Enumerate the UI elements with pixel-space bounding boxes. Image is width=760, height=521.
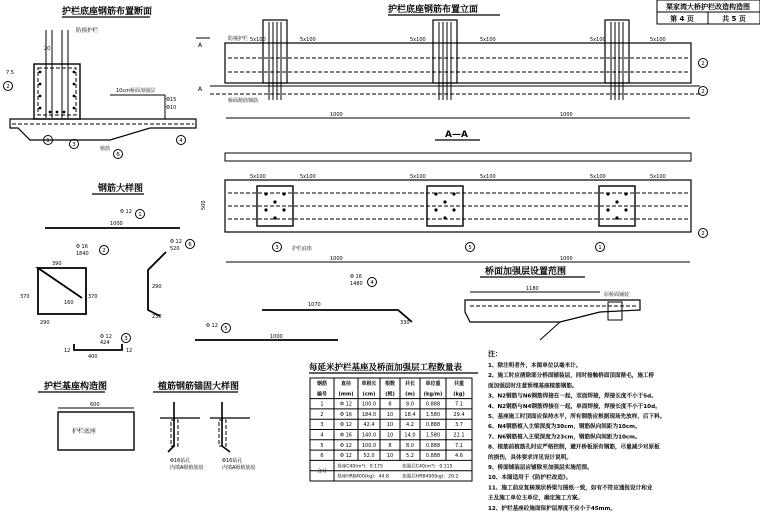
bar2-d1: 390 <box>52 261 62 267</box>
bar2-d4: 290 <box>40 320 50 326</box>
title-block <box>657 0 760 24</box>
bar2-spec: Φ 16 <box>76 244 88 250</box>
rebar-detail-title: 钢筋大样图 <box>98 184 144 194</box>
qt-cell: 7.1 <box>455 401 463 408</box>
qt-cell: Φ 16 <box>340 411 352 418</box>
elevation-view-title: 护栏底座钢筋布置立面 <box>388 5 479 15</box>
bar2-d3: 160 <box>64 300 74 306</box>
note-line-0: 1、除注明者外，本图单位以毫米计。 <box>488 363 582 369</box>
qt-cell: 0.888 <box>425 401 441 408</box>
elev-spacing-4: 5x100 <box>590 37 606 43</box>
deck-layer-label: 原桥面铺装 <box>604 292 630 298</box>
qt-total-0: 基座C40(m³)：0.175 <box>337 464 383 470</box>
deck-layer-title: 桥面加强层设置范围 <box>485 267 567 277</box>
qt-cell: 4.2 <box>406 422 414 429</box>
qt-cell: 3.7 <box>455 422 463 429</box>
qt-cell: 8 <box>388 401 392 408</box>
qt-cell: 6 <box>320 453 324 460</box>
qt-cell: Φ 12 <box>340 422 352 429</box>
barrier-base-view <box>38 380 134 450</box>
bar1-spec: Φ 12 <box>120 209 132 215</box>
note-line-11: 10、本图适用于《防护栏改造》。 <box>488 475 572 482</box>
anchor-detail-title: 植筋钢筋锚固大样图 <box>158 382 240 392</box>
bar2-d2: 370 <box>20 294 30 300</box>
notes-heading: 注： <box>488 350 502 358</box>
section-callout-1: 1 <box>46 138 50 144</box>
qt-cell: 5.2 <box>406 453 414 460</box>
bar6-id: 6 <box>188 242 192 248</box>
note-line-5: 5、基座施工时顶面应保持水平，所有钢筋应根据现场先放样，后下料。 <box>488 414 666 420</box>
plan-post-dot-2-0 <box>606 192 609 195</box>
qt-header2-6: (kg) <box>453 391 465 398</box>
qt-header1-5: 单位重 <box>425 381 441 387</box>
plan-post-dot-2-2 <box>615 200 618 203</box>
dim-top: 20 <box>44 46 51 52</box>
plan-post-dot-2-1 <box>624 192 627 195</box>
qt-cell: 5 <box>320 442 324 449</box>
anchor-left-note-1: Φ16钻孔 <box>170 458 191 464</box>
bar5-spec: Φ 12 <box>206 323 218 329</box>
section-mark-top: A <box>198 42 203 49</box>
qt-header1-4: 共长 <box>404 381 416 387</box>
qt-header1-3: 根数 <box>384 381 396 387</box>
qt-cell: 8 <box>388 442 392 449</box>
anchor-left-note-2: 内填A级植筋胶 <box>170 465 204 471</box>
note-line-1: 2、施工时应凿除部分桥面铺装层，同时接触桥面顶面凿毛，施工桥 <box>488 373 655 380</box>
note-line-7: 7、N6钢筋植入主梁深度为23cm，钢筋纵向间距为10cm。 <box>488 434 641 441</box>
elev-post-0 <box>263 20 287 83</box>
elev-spacing-1: 5x100 <box>300 37 316 43</box>
qt-cell: 2 <box>320 411 324 418</box>
qt-cell: 10 <box>386 411 394 418</box>
qt-cell: 42.4 <box>363 422 375 429</box>
note-line-3: 3、N2钢筋与N6钢筋焊接在一起，双面焊接，焊接长度不小于5d。 <box>488 393 657 400</box>
qt-total-1: 加强层C40(m³)：0.115 <box>402 464 453 470</box>
elev-dim-2: 1000 <box>560 112 573 118</box>
qt-cell: 22.1 <box>453 432 465 439</box>
qt-cell: 8.0 <box>406 442 414 449</box>
barrier-base-title: 护栏基座构造图 <box>44 382 108 392</box>
note-line-4: 4、N2钢筋与N4钢筋焊接在一起，单面焊接，焊接长度不小于10d。 <box>488 403 661 410</box>
section-view-title: 护栏底座钢筋布置断面 <box>62 7 153 17</box>
bar4-length: 1480 <box>350 281 363 287</box>
label-phi10: Φ10 <box>166 105 177 111</box>
bar3-d2b: 12 <box>126 348 133 354</box>
qt-header2-1: (mm) <box>338 391 354 398</box>
qt-total-2: 基座HRB400(kg)：44.8 <box>337 474 389 480</box>
note-line-10: 9、桥面铺装层应铺除至加强层实施范围。 <box>488 465 593 471</box>
dim-sub: 7.5 <box>6 70 14 76</box>
bar6-length: 520 <box>170 246 180 252</box>
qt-header1-1: 直径 <box>340 381 352 387</box>
bar3-length: 424 <box>100 340 110 346</box>
qt-cell: Φ 12 <box>340 401 352 408</box>
plan-post-dot-2-3 <box>606 208 609 211</box>
qt-cell: 1.580 <box>425 432 441 439</box>
label-phi15: Φ15 <box>166 97 177 103</box>
bar5-length: 1000 <box>270 334 283 340</box>
plan-spacing-4: 5x100 <box>590 174 606 180</box>
anchor-right-note-2: 内填A级植筋胶 <box>222 465 256 471</box>
deck-layer-view <box>465 265 640 340</box>
elev-dim-1: 1000 <box>330 112 343 118</box>
qt-cell: 52.0 <box>363 453 375 460</box>
plan-spacing-2: 5x100 <box>410 174 426 180</box>
label-anti-collision-elev: 防撞护栏 <box>228 36 249 42</box>
plan-post-0 <box>257 186 293 226</box>
qt-cell: Φ 16 <box>340 432 352 439</box>
qt-header2-0: 编号 <box>316 391 328 398</box>
page-total: 共 5 页 <box>722 15 746 23</box>
bar2-d5: 370 <box>88 294 98 300</box>
plan-dim-side: 500 <box>201 200 207 210</box>
bar3-id: 3 <box>124 336 128 342</box>
qt-header1-0: 钢筋 <box>316 381 328 387</box>
qt-header1-6: 共重 <box>453 381 465 387</box>
bar2-length: 1840 <box>76 251 89 257</box>
qt-cell: Φ 12 <box>340 442 352 449</box>
quantity-table-title: 每延米护栏基座及桥面加强层工程数量表 <box>309 363 463 373</box>
plan-post-2 <box>599 186 635 226</box>
note-line-6: 6、N4钢筋植入主梁深度为30cm，钢筋纵向间距为10cm。 <box>488 424 641 431</box>
note-line-2: 面加强层时注意预埋基座植筋钢筋。 <box>488 383 578 390</box>
qt-cell: 1.580 <box>425 411 441 418</box>
label-deck-reinf: 10cm桥面加强层 <box>116 88 155 94</box>
plan-post-dot-2-4 <box>624 208 627 211</box>
bar2-id: 2 <box>102 248 106 254</box>
note-line-12: 11、施工前应复核现状桥梁与图纸一致，如有不符应通报设计和业 <box>488 485 653 492</box>
plan-spacing-1: 5x100 <box>300 174 316 180</box>
plan-post-dot-1-1 <box>452 192 455 195</box>
plan-spacing-5: 5x100 <box>650 174 666 180</box>
anchor-detail-view <box>153 380 256 471</box>
plan-view <box>201 130 708 262</box>
bar6-spec: Φ 12 <box>170 239 182 245</box>
qt-header1-2: 单根长 <box>361 381 377 387</box>
qt-cell: 7.1 <box>455 442 463 449</box>
barrier-base-label: 护栏底座 <box>72 428 97 435</box>
plan-post-dot-0-5 <box>273 216 276 219</box>
plan-dim-2: 1000 <box>560 256 573 262</box>
plan-post-dot-1-0 <box>434 192 437 195</box>
qt-cell: 4 <box>320 432 324 439</box>
notes <box>488 349 665 512</box>
qt-cell: 184.0 <box>361 411 377 418</box>
elev-spacing-3: 5x100 <box>480 37 496 43</box>
plan-post-dot-0-2 <box>273 200 276 203</box>
bar1-length: 1000 <box>110 221 123 227</box>
bar4-d2: 330 <box>400 320 410 326</box>
plan-view-title: A—A <box>445 130 468 140</box>
plan-callout-2: 2 <box>701 231 705 237</box>
note-line-8: 8、植筋前植筋孔时应严格控制，避开桥板原有钢筋，尽量减少对原板 <box>488 444 660 451</box>
plan-post-dot-1-3 <box>434 208 437 211</box>
section-callout-4: 4 <box>179 138 183 144</box>
label-plant-bar: 植筋 <box>100 146 111 152</box>
qt-header2-5: (kg/m) <box>423 391 443 398</box>
elev-post-2 <box>605 20 629 83</box>
plan-post-dot-0-0 <box>264 192 267 195</box>
qt-cell: 29.4 <box>453 411 465 418</box>
label-anti-collision: 防撞护栏 <box>76 28 99 34</box>
qt-cell: 14.0 <box>404 432 416 439</box>
bar1-id: 1 <box>138 212 142 218</box>
bar6-d1: 290 <box>152 284 162 290</box>
deck-layer-dim: 1180 <box>526 286 539 292</box>
plan-post-dot-0-1 <box>282 192 285 195</box>
note-line-14: 12、护栏基座砼施面保护层厚度不应小于45mm。 <box>488 505 616 512</box>
note-line-13: 主及施工单位主单位，确定施工方案。 <box>488 495 584 502</box>
plan-dim-1: 1000 <box>330 256 343 262</box>
section-callout-6: 6 <box>116 152 120 158</box>
quantity-table <box>309 362 478 481</box>
section-mark-bottom: A <box>198 86 203 93</box>
bar4-spec: Φ 16 <box>350 274 362 280</box>
bar4-d1: 1070 <box>308 302 321 308</box>
qt-total-3: 加强层HRB400(kg)：29.2 <box>402 474 459 480</box>
label-base-plan: 护栏底座 <box>292 246 313 252</box>
elev-callout-a: 2 <box>701 61 705 67</box>
plan-spacing-0: 5x100 <box>250 174 266 180</box>
elev-spacing-5: 5x100 <box>650 37 666 43</box>
elev-spacing-2: 5x100 <box>410 37 426 43</box>
elevation-view <box>196 3 708 118</box>
barrier-base-dim: 600 <box>90 402 100 408</box>
plan-callout-5: 5 <box>468 245 472 251</box>
bar5-id: 5 <box>224 326 228 332</box>
qt-cell: 10 <box>386 422 394 429</box>
qt-header2-4: (m) <box>405 391 415 398</box>
qt-cell: 140.0 <box>361 432 377 439</box>
qt-cell: 18.4 <box>404 411 416 418</box>
plan-post-dot-1-4 <box>452 208 455 211</box>
plan-post-dot-1-5 <box>443 216 446 219</box>
page-number: 第 4 页 <box>670 15 694 23</box>
plan-post-dot-1-2 <box>443 200 446 203</box>
bar6-d2: 230 <box>152 314 162 320</box>
qt-header2-3: (根) <box>385 391 395 398</box>
qt-cell: Φ 12 <box>340 453 352 460</box>
elev-post-1 <box>433 20 457 83</box>
plan-spacing-3: 5x100 <box>480 174 496 180</box>
qt-cell: 3 <box>320 422 324 429</box>
section-callout-3: 3 <box>72 142 76 148</box>
qt-cell: 10 <box>386 432 394 439</box>
anchor-right-note-1: Φ16钻孔 <box>222 458 243 464</box>
plan-post-dot-2-5 <box>615 216 618 219</box>
section-view <box>4 5 197 159</box>
qt-cell: 0.888 <box>425 442 441 449</box>
bar3-spec: Φ 12 <box>100 334 112 340</box>
section-callout-2: 2 <box>6 84 10 90</box>
note-line-9: 的损伤，具体要求详见设计说明。 <box>488 454 572 461</box>
qt-cell: 10 <box>386 453 394 460</box>
qt-header2-2: (cm) <box>362 391 376 398</box>
bar4-id: 4 <box>370 280 374 286</box>
elev-callout-b: 2 <box>701 89 705 95</box>
qt-cell: 0.888 <box>425 422 441 429</box>
plan-post-dot-0-3 <box>264 208 267 211</box>
qt-cell: 0.888 <box>425 453 441 460</box>
qt-cell: 8.0 <box>406 401 414 408</box>
qt-cell: 1 <box>320 401 324 408</box>
elev-spacing-0: 5x100 <box>250 37 266 43</box>
bar3-d2: 12 <box>64 348 71 354</box>
plan-callout-1: 1 <box>598 245 602 251</box>
plan-callout-3: 3 <box>275 245 279 251</box>
qt-cell: 4.6 <box>455 453 463 460</box>
bar3-d1: 400 <box>88 354 98 360</box>
rebar-detail <box>20 182 412 360</box>
project-title: 栗家湾大桥护栏改造构造图 <box>666 3 750 11</box>
qt-total-label: 合计 <box>316 468 328 475</box>
qt-cell: 100.0 <box>361 401 377 408</box>
plan-post-dot-0-4 <box>282 208 285 211</box>
qt-cell: 100.0 <box>361 442 377 449</box>
label-plant-bar-elev: 桥面植筋钢筋 <box>228 98 259 104</box>
